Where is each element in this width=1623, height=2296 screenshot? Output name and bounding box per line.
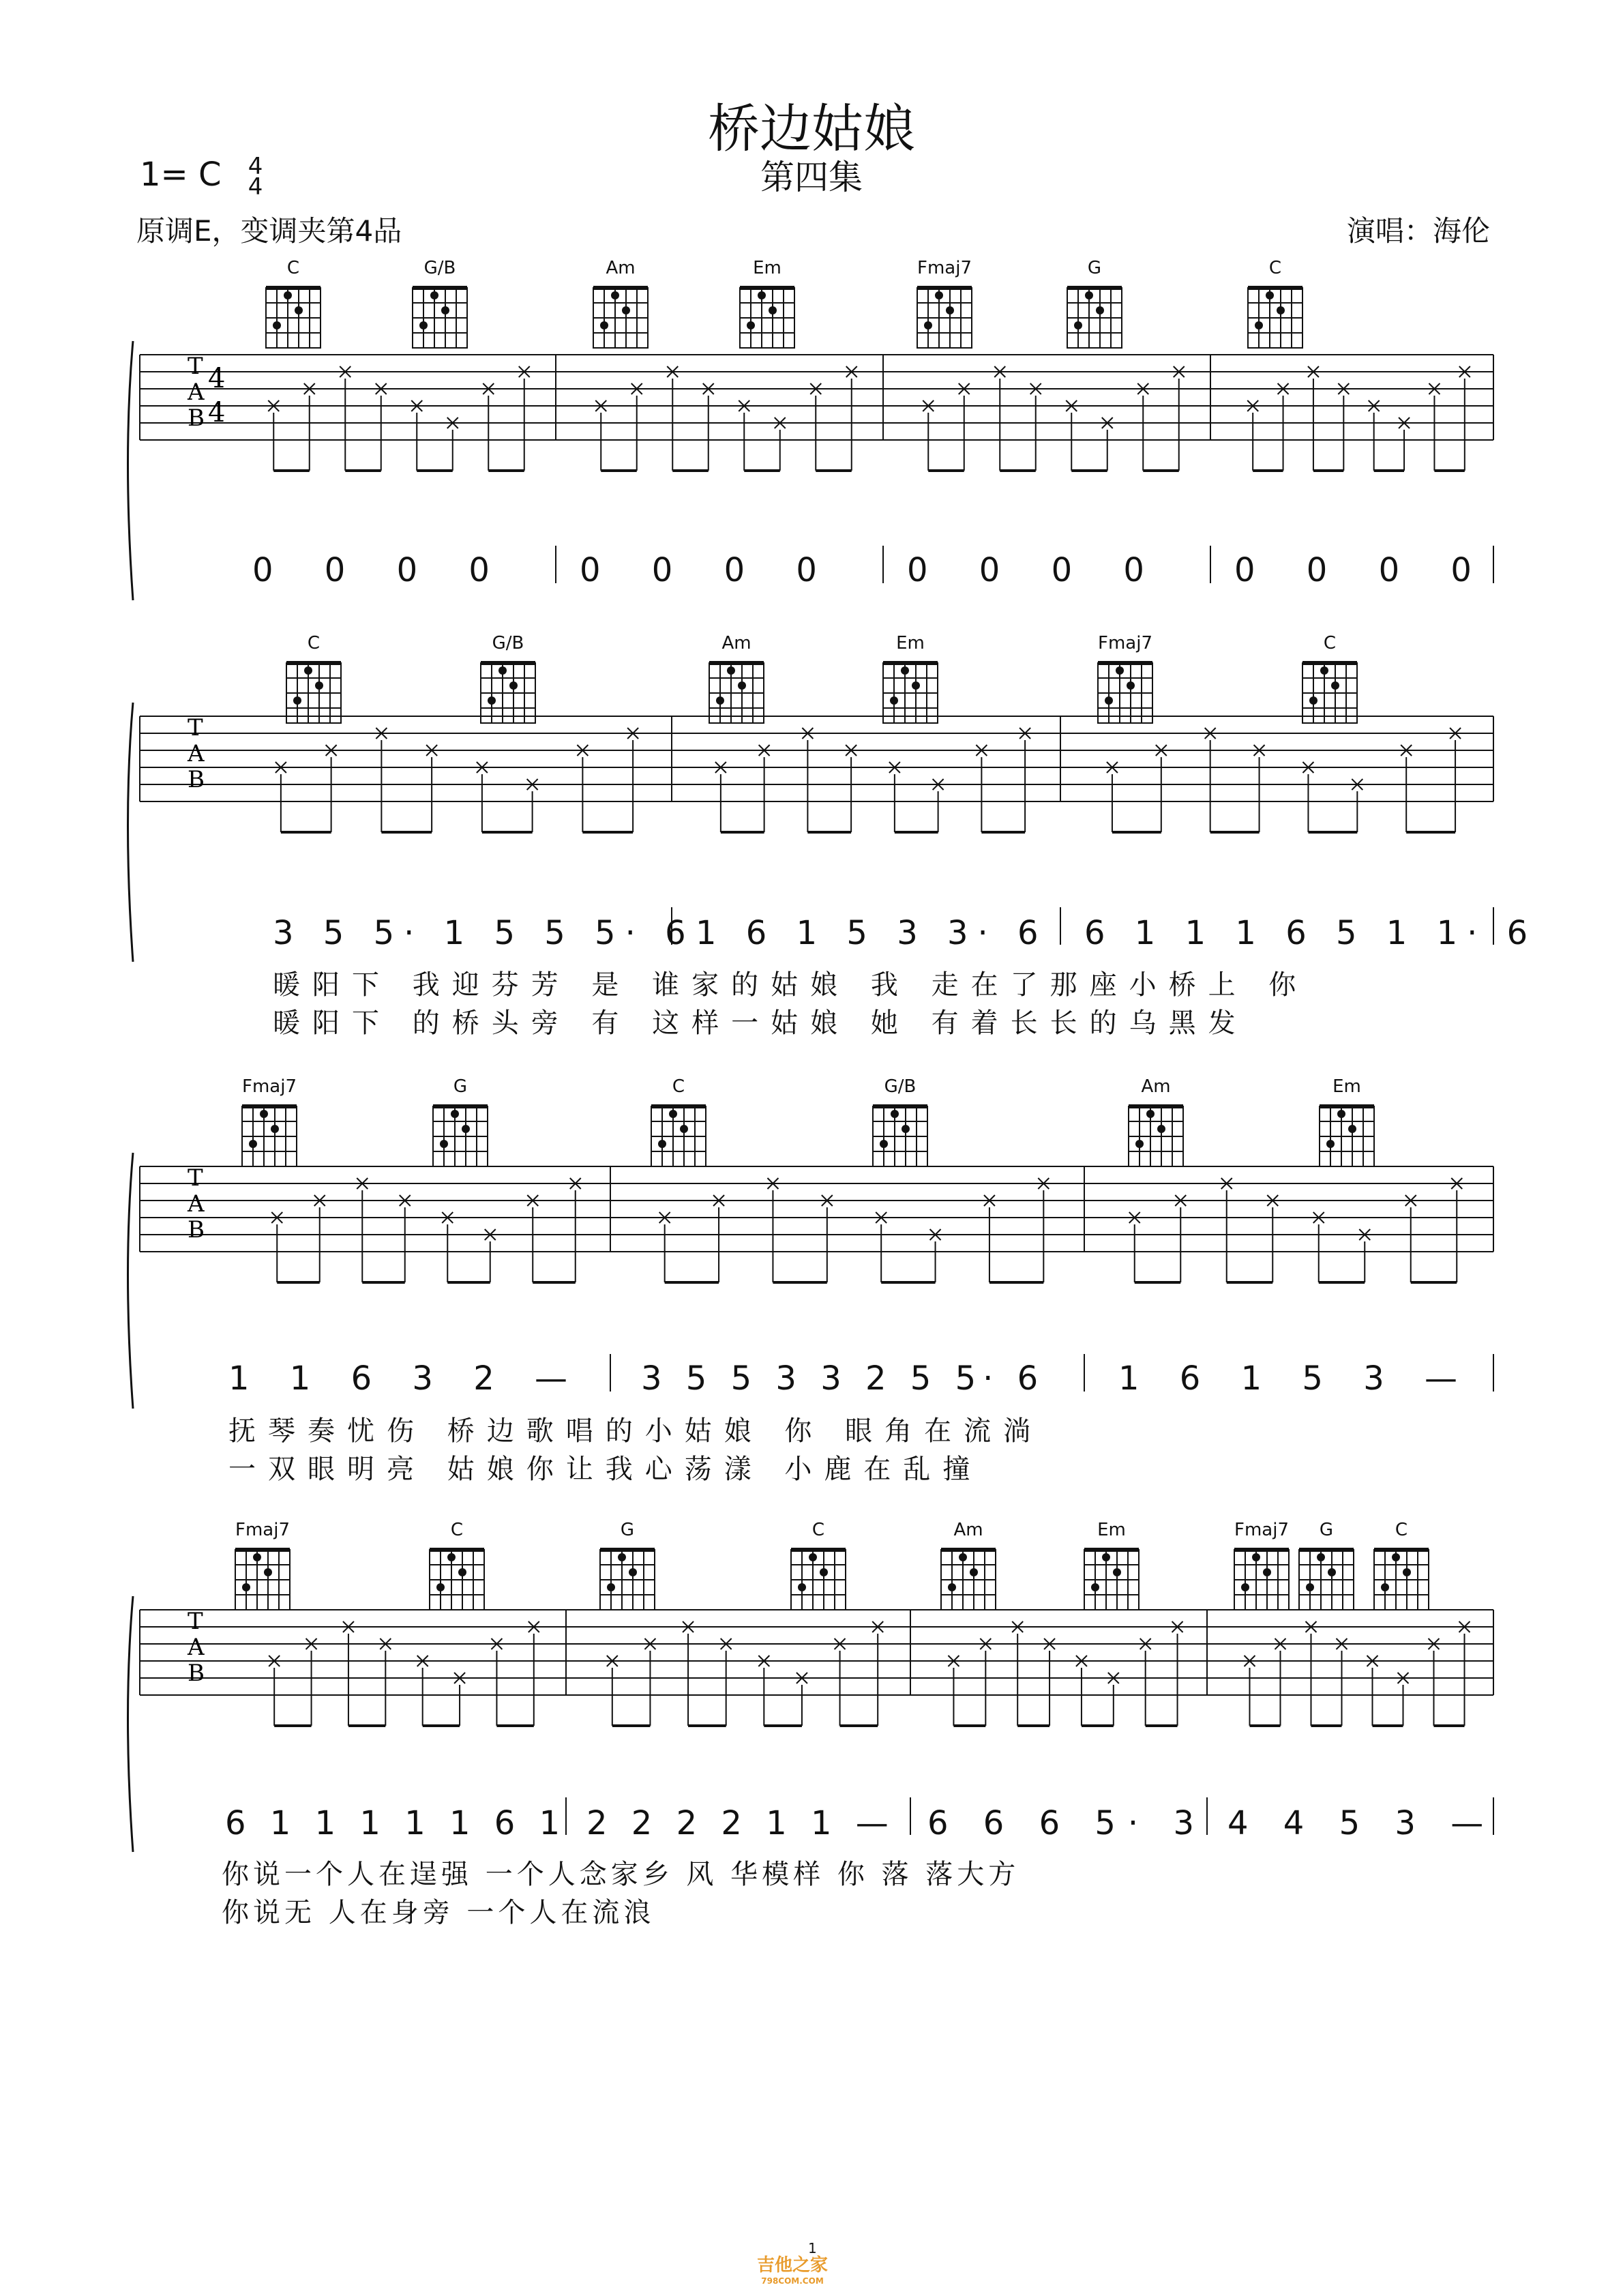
chord-dot — [1241, 1583, 1249, 1591]
chord-name: Fmaj7 — [1098, 633, 1152, 653]
chord-dot — [1105, 696, 1113, 705]
chord-name: Fmaj7 — [242, 1076, 297, 1097]
time-signature: 4 4 — [248, 153, 263, 201]
chord-dot — [498, 666, 507, 675]
chord-dot — [629, 1568, 637, 1576]
chord-dot — [727, 666, 735, 675]
chord-dot — [458, 1568, 466, 1576]
chord-dot — [1116, 666, 1124, 675]
chord-name: Fmaj7 — [917, 258, 972, 278]
chord-dot — [295, 306, 303, 314]
chord-dot — [658, 1140, 666, 1148]
numbered-line-1: 0 0 0 0 — [252, 551, 510, 589]
chord-dot — [902, 1125, 910, 1133]
lyrics-4-verse2: 你说无 人在身旁 一个人在流浪 — [222, 1897, 655, 1928]
chord-dot — [271, 1125, 279, 1133]
numbered-line-4a: 6 1 1 1 1 1 6 1 — [225, 1804, 567, 1842]
chord-dot — [253, 1553, 261, 1561]
chord-dot — [264, 1568, 272, 1576]
page-number: 1 — [808, 2240, 817, 2256]
tab-clef-letter: T — [188, 714, 203, 741]
numbered-line-2a: 3 5 5· 1 5 5 5· 6 — [273, 914, 696, 952]
chord-dot — [1317, 1553, 1325, 1561]
chord-dot — [447, 1553, 456, 1561]
chord-dot — [509, 681, 518, 690]
chord-dot — [1337, 1110, 1345, 1118]
numbered-line-4b: 2 2 2 2 1 1 — — [586, 1804, 895, 1842]
chord-dot — [1252, 1553, 1260, 1561]
tab-clef-letter: A — [188, 379, 205, 406]
chord-dot — [436, 1583, 445, 1591]
chord-dot — [809, 1553, 817, 1561]
numbered-line-1c: 0 0 0 0 — [907, 551, 1165, 589]
tab-clef-letter: A — [188, 740, 205, 767]
chord-dot — [680, 1125, 688, 1133]
lyrics-3-verse2: 一双眼明亮 姑娘你让我心荡漾 小鹿在乱撞 — [228, 1454, 983, 1485]
tab-clef-letter: A — [188, 1634, 205, 1661]
chord-dot — [1331, 681, 1339, 690]
chord-dot — [891, 1110, 899, 1118]
chord-dot — [935, 291, 943, 299]
chord-dot — [284, 291, 292, 299]
tab-clef-letter: T — [188, 1608, 203, 1635]
chord-name: C — [1323, 633, 1337, 653]
chord-dot — [912, 681, 920, 690]
song-title: 桥边姑娘 — [708, 98, 915, 159]
watermark-logo: 吉他之家 798COM.COM — [757, 2255, 829, 2286]
chord-dot — [1102, 1553, 1110, 1561]
chord-dot — [1381, 1583, 1389, 1591]
numbered-line-4d: 4 4 5 3 — — [1227, 1804, 1496, 1842]
tab-time-signature: 4 — [208, 363, 226, 394]
chord-name: G/B — [492, 633, 524, 653]
chord-dot — [1113, 1568, 1121, 1576]
lyrics-3-verse1: 抚琴奏忧伤 桥边歌唱的小姑娘 你 眼角在流淌 — [228, 1415, 1043, 1447]
chord-dot — [970, 1568, 978, 1576]
chord-dot — [1326, 1140, 1335, 1148]
chord-dot — [1074, 321, 1082, 329]
numbered-line-2c: 6 1 1 1 6 5 1 1· 6 — [1084, 914, 1538, 952]
chord-dot — [1146, 1110, 1155, 1118]
numbered-line-3b: 3 5 5 3 3 2 5 5· 6 — [641, 1359, 1045, 1398]
numbered-line-1d: 0 0 0 0 — [1234, 551, 1492, 589]
system-brace — [128, 703, 134, 962]
numbered-line-2b: 1 6 1 5 3 3· 6 — [696, 914, 1048, 952]
chord-dot — [946, 306, 954, 314]
chord-dot — [242, 1583, 250, 1591]
key-label: 1= C — [140, 156, 222, 194]
chord-dot — [488, 696, 496, 705]
tab-time-signature: 4 — [208, 397, 226, 428]
chord-dot — [1135, 1140, 1144, 1148]
tab-clef-letter: B — [188, 766, 205, 793]
system-brace — [128, 1153, 134, 1409]
chord-name: C — [812, 1520, 825, 1540]
tab-clef-letter: B — [188, 1660, 205, 1687]
chord-dot — [959, 1553, 967, 1561]
chord-name: Am — [606, 258, 636, 278]
chord-name: Em — [1097, 1520, 1126, 1540]
chord-dot — [1403, 1568, 1411, 1576]
chord-dot — [798, 1583, 806, 1591]
system-brace — [128, 341, 134, 600]
chord-dot — [462, 1125, 470, 1133]
chord-dot — [758, 291, 766, 299]
chord-name: Am — [1141, 1076, 1171, 1097]
chord-dot — [600, 321, 608, 329]
chord-dot — [1392, 1553, 1400, 1561]
chord-name: C — [307, 633, 321, 653]
chord-dot — [315, 681, 323, 690]
tab-clef-letter: B — [188, 1216, 205, 1243]
chord-dot — [669, 1110, 677, 1118]
chord-name: C — [1268, 258, 1282, 278]
chord-dot — [249, 1140, 257, 1148]
chord-name: Am — [721, 633, 751, 653]
tab-clef-letter: T — [188, 1164, 203, 1192]
lyrics-2-verse2: 暖阳下 的桥头旁 有 这样一姑娘 她 有着长长的乌黑发 — [273, 1007, 1248, 1039]
tab-clef-letter: A — [188, 1190, 205, 1218]
chord-dot — [901, 666, 909, 675]
chord-dot — [419, 321, 428, 329]
chord-dot — [1277, 306, 1285, 314]
chord-dot — [293, 696, 301, 705]
chord-dot — [618, 1553, 626, 1561]
tab-clef-letter: B — [188, 404, 205, 432]
chord-name: Fmaj7 — [235, 1520, 290, 1540]
numbered-line-1b: 0 0 0 0 — [580, 551, 837, 589]
chord-dot — [769, 306, 777, 314]
chord-dot — [880, 1140, 888, 1148]
chord-dot — [1255, 321, 1263, 329]
chord-dot — [622, 306, 630, 314]
chord-name: G/B — [423, 258, 456, 278]
chord-dot — [1266, 291, 1274, 299]
chord-dot — [260, 1110, 268, 1118]
chord-name: C — [672, 1076, 685, 1097]
chord-name: C — [450, 1520, 464, 1540]
chord-dot — [611, 291, 619, 299]
chord-name: Am — [953, 1520, 983, 1540]
chord-dot — [1348, 1125, 1356, 1133]
chord-dot — [924, 321, 932, 329]
singer: 演唱：海伦 — [1346, 214, 1490, 248]
numbered-line-3c: 1 6 1 5 3 — — [1118, 1359, 1472, 1398]
chord-dot — [820, 1568, 828, 1576]
chord-dot — [1306, 1583, 1314, 1591]
chord-dot — [948, 1583, 956, 1591]
chord-name: C — [1395, 1520, 1408, 1540]
chord-dot — [1309, 696, 1317, 705]
chord-name: Em — [896, 633, 925, 653]
chord-name: Em — [1332, 1076, 1361, 1097]
chord-dot — [716, 696, 724, 705]
tab-clef-letter: T — [188, 353, 203, 380]
chord-name: Em — [753, 258, 781, 278]
chord-name: C — [286, 258, 300, 278]
lyrics-2-verse1: 暖阳下 我迎芬芳 是 谁家的姑娘 我 走在了那座小桥上 你 — [273, 969, 1309, 1001]
chord-dot — [1320, 666, 1328, 675]
chord-dot — [451, 1110, 459, 1118]
chord-dot — [1328, 1568, 1336, 1576]
capo-note: 原调E，变调夹第4品 — [136, 214, 402, 248]
chord-dot — [1127, 681, 1135, 690]
numbered-line-4c: 6 6 6 5· 3 — [927, 1804, 1206, 1842]
chord-dot — [304, 666, 312, 675]
chord-name: G — [1087, 258, 1102, 278]
chord-dot — [1085, 291, 1093, 299]
chord-name: G — [620, 1520, 635, 1540]
chord-dot — [1157, 1125, 1165, 1133]
system-brace — [128, 1596, 134, 1852]
chord-dot — [1091, 1583, 1099, 1591]
chord-dot — [430, 291, 438, 299]
chord-dot — [607, 1583, 615, 1591]
chord-name: G/B — [884, 1076, 917, 1097]
chord-dot — [738, 681, 746, 690]
chord-dot — [440, 1140, 448, 1148]
chord-dot — [273, 321, 281, 329]
lyrics-4-verse1: 你说一个人在逞强 一个人念家乡 风 华模样 你 落 落大方 — [222, 1859, 1020, 1890]
chord-dot — [1263, 1568, 1271, 1576]
chord-dot — [747, 321, 755, 329]
numbered-line-3a: 1 1 6 3 2 — — [228, 1359, 582, 1398]
chord-dot — [1096, 306, 1104, 314]
chord-name: G — [453, 1076, 468, 1097]
chord-dot — [890, 696, 898, 705]
chord-name: Fmaj7 — [1234, 1520, 1289, 1540]
song-subtitle: 第四集 — [760, 158, 863, 197]
chord-name: G — [1319, 1520, 1334, 1540]
chord-dot — [441, 306, 449, 314]
